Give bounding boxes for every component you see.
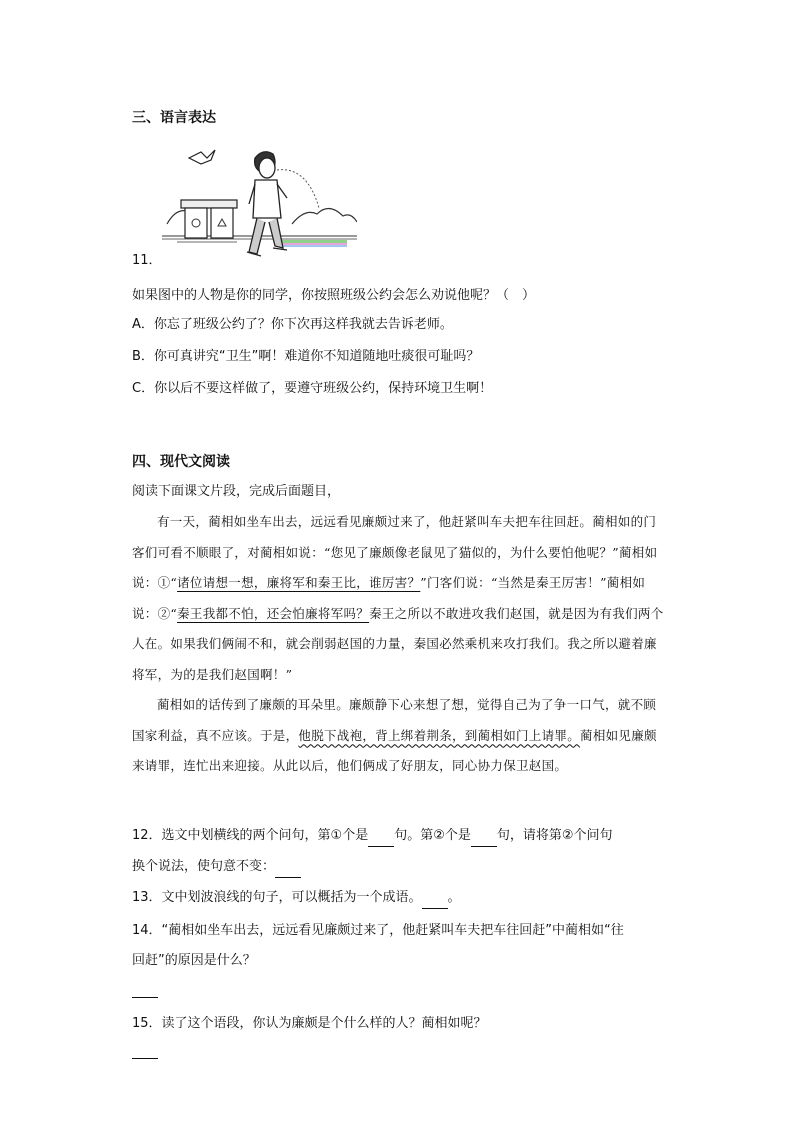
passage-paragraph-1: 有一天，蔺相如坐车出去，远远看见廉颇过来了，他赶紧叫车夫把车往回赶。蔺相如的门客们可看不顺眼了，对蔺相如说：“您见了廉颇像老鼠见了猫似的，为什么要怕他呢？”蔺相如说：①“诸位请想一想，廉将军和秦王比，谁厉害？”门客们说：“当然是秦王厉害！”蔺相如说：②“秦王我都不怕，还会怕廉将军吗？秦王之所以不敢进攻我们赵国，就是因为有我们两个人在。如果我们俩闹不和，就会削弱赵国的力量，秦国必然乘机来攻打我们。我之所以避着廉将军，为的是我们赵国啊！”	[132, 514, 664, 682]
question-14-line-2: 回赶”的原因是什么？	[132, 953, 256, 968]
illustration-spitting-boy	[157, 146, 357, 264]
answer-blank-12c[interactable]	[275, 857, 301, 878]
answer-blank-14[interactable]	[132, 997, 158, 998]
question-11-option-a: A．你忘了班级公约了？你下次再这样我就去告诉老师。	[132, 317, 453, 332]
question-13: 13．文中划波浪线的句子，可以概括为一个成语。 。	[132, 888, 461, 909]
question-11-option-b: B．你可真讲究“卫生”啊！难道你不知道随地吐痰很可耻吗？	[132, 349, 480, 364]
question-14-line-1: 14．“蔺相如坐车出去，远远看见廉颇过来了，他赶紧叫车夫把车往回赶”中蔺相如“往	[132, 923, 624, 938]
underlined-question-1: 诸位请想一想，廉将军和秦王比，谁厉害？	[177, 575, 421, 590]
question-15: 15．读了这个语段，你认为廉颇是个什么样的人？蔺相如呢？	[132, 1016, 487, 1031]
reading-intro: 阅读下面课文片段，完成后面题目，	[132, 484, 341, 499]
trash-bin-icon	[181, 200, 237, 238]
question-11-stem: 如果图中的人物是你的同学，你按照班级公约会怎么劝说他呢？（ ）	[132, 288, 536, 303]
question-11-number: 11．	[132, 253, 162, 268]
section-heading-language-expression: 三、语言表达	[132, 110, 216, 126]
answer-blank-12a[interactable]	[368, 826, 394, 847]
reading-passage	[132, 507, 664, 782]
underlined-question-2: 秦王我都不怕，还会怕廉将军吗？	[177, 605, 370, 621]
passage-paragraph-2: 蔺相如的话传到了廉颇的耳朵里。廉颇静下心来想了想，觉得自己为了争一口气，就不顾国家利益，真不应该。于是，他脱下战袍，背上绑着荆条，到蔺相如门上请罪。蔺相如见廉颇来请罪，连忙出来迎接。从此以后，他们俩成了好朋友，同心协力保卫赵国。	[132, 697, 657, 773]
answer-blank-13[interactable]	[422, 888, 448, 909]
section-heading-modern-reading: 四、现代文阅读	[132, 454, 230, 470]
wavy-underlined-sentence: 他脱下战袍，背上绑着荆条，到蔺相如门上请罪。	[298, 727, 581, 743]
paper-crane-icon	[189, 150, 215, 164]
answer-blank-15[interactable]	[132, 1058, 158, 1059]
boy-figure-icon	[247, 152, 287, 256]
question-12-line-2: 换个说法，使句意不变：	[132, 857, 301, 878]
question-11-option-c: C．你以后不要这样做了，要遵守班级公约，保持环境卫生啊！	[132, 381, 493, 396]
answer-blank-12b[interactable]	[471, 826, 497, 847]
question-12-line-1: 12．选文中划横线的两个问句，第①个是 句。第②个是 句，请将第②个问句	[132, 826, 613, 847]
